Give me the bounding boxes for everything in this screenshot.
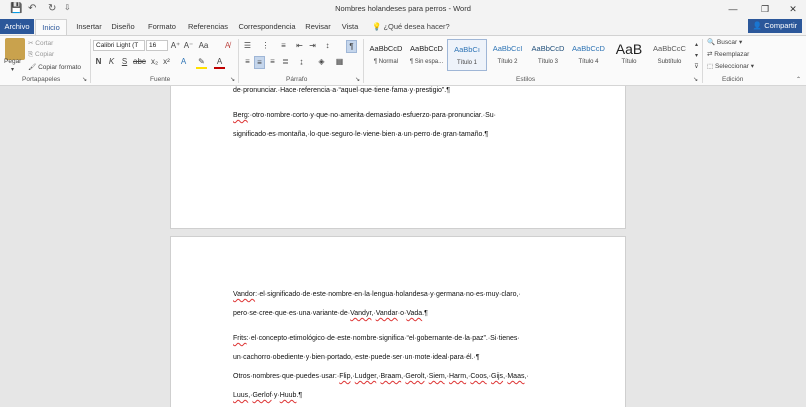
style-preview: AaBbCı [454, 45, 480, 54]
name-luus: Luus [233, 392, 249, 399]
name-harm: Harm [448, 373, 467, 380]
share-button[interactable]: 👤 Compartir [748, 19, 802, 33]
style-item-7[interactable] [609, 39, 649, 71]
tab-vista[interactable]: Vista [341, 22, 359, 31]
paste-button[interactable]: Pegar [4, 58, 22, 65]
search-icon: 🔍 [707, 39, 716, 46]
paragraph-vandor: Vandor:·el·significado·de·este·nombre·en·la·lengua·holandesa·y·germana·no·es·muy·claro,· pero·se·cree·que·es·una·variante·de·Vandyr,·Vandar·o·Vada.¶ [233, 291, 521, 317]
separator: ,· [248, 392, 253, 399]
select-button[interactable]: ⬚ Seleccionar ▾ [707, 63, 755, 70]
paste-icon[interactable] [5, 38, 25, 60]
font-name-input[interactable]: Calibri Light (T [93, 40, 145, 51]
title-bar [0, 0, 806, 18]
word-vada: Vada [406, 310, 423, 317]
paragraph-group-label: Párrafo [286, 76, 308, 83]
style-item-2[interactable] [407, 39, 447, 71]
style-preview: AaBbCcI [492, 44, 523, 53]
style-item-1[interactable] [366, 39, 406, 71]
word-berg: Berg [233, 112, 248, 119]
italic-icon[interactable]: K [108, 57, 115, 66]
sort-icon[interactable]: ↕ [325, 41, 330, 50]
style-item-4[interactable] [488, 39, 528, 71]
style-item-8[interactable] [650, 39, 690, 71]
style-preview: AaBbCcD [369, 44, 403, 53]
close-button[interactable]: ✕ [789, 4, 797, 14]
paragraph-frits: Frits:·el·concepto·etimológico·de·este·nombre·significa·“el·gobernante·de·la·paz”.·Si·tienes· un·cachorro·obediente·y·bien·portado,·este·puede·ser·un·mote·ideal·para·él.·¶ [233, 335, 520, 361]
copy-button[interactable]: ⎘ Copiar [28, 51, 55, 58]
bullets-icon[interactable]: ☰ [243, 41, 252, 50]
restore-button[interactable]: ❐ [760, 4, 770, 14]
word-vandor: Vandor [233, 291, 256, 298]
paragraph-berg: Berg:·otro·nombre·corto·y·que·no·amerita·demasiado·esfuerzo·para·pronunciar.·Su· significado·es·montaña,·lo·que·seguro·le·viene·bien·a·un·perro·de·gran·tamaño.¶ [233, 112, 497, 138]
undo-icon[interactable]: ↶ [28, 3, 37, 14]
name-braam: Braam [380, 373, 402, 380]
style-preview: AaB [615, 41, 643, 57]
ribbon [0, 35, 806, 86]
subscript-icon[interactable]: x₂ [150, 57, 159, 66]
font-size-input[interactable]: 16 [146, 40, 168, 51]
divider [90, 39, 91, 83]
change-case-icon[interactable]: Aa [198, 41, 209, 50]
underline-icon[interactable]: S [121, 57, 128, 66]
strikethrough-icon[interactable]: abc [133, 57, 146, 66]
styles-more-icon[interactable]: ⊽ [694, 64, 699, 70]
word-vandyr: Vandyr [350, 310, 372, 317]
style-item-6[interactable] [569, 39, 609, 71]
name-siem: Siem [428, 373, 445, 380]
style-item-3[interactable] [447, 39, 487, 71]
highlight-icon[interactable]: ✎ [196, 56, 207, 69]
paragraph-launcher-icon[interactable]: ↘ [355, 77, 361, 83]
customize-qat-icon[interactable]: ⇩ [64, 3, 71, 12]
lightbulb-icon: 💡 [372, 22, 382, 31]
save-icon[interactable]: 💾 [10, 3, 23, 14]
separator: ,· [444, 373, 449, 380]
style-preview: AaBbCcC [653, 44, 686, 53]
others-line-1: Otros·nombres·que·puedes·usar:·Flip,·Ludger,·Braam,·Gerolt,·Siem,·Harm,·Coos,·Gijs,·Maas,· [233, 373, 529, 380]
separator: ,· [350, 373, 355, 380]
clear-formatting-icon[interactable]: A̸ [224, 41, 231, 50]
font-group-label: Fuente [150, 76, 171, 83]
tab-formato[interactable]: Formato [148, 22, 176, 31]
shading-icon[interactable]: ◈ [318, 57, 325, 66]
page-2[interactable] [170, 236, 626, 407]
style-name: ¶ Sin espa... [409, 59, 444, 65]
divider [363, 39, 364, 83]
paragraph-otros-nombres [233, 367, 568, 405]
style-name: ¶ Normal [373, 59, 399, 65]
cut-button[interactable]: ✂ Cortar [28, 40, 54, 47]
decrease-indent-icon[interactable]: ⇤ [296, 41, 303, 50]
tab-archivo[interactable]: Archivo [0, 19, 34, 34]
name-coos: Coos [470, 373, 487, 380]
line-spacing-icon[interactable]: ↨ [299, 57, 304, 66]
align-right-icon[interactable]: ≡ [270, 57, 275, 66]
name-gerlof: Gerlof [252, 392, 272, 399]
multilevel-list-icon[interactable]: ≡ [281, 41, 286, 50]
tab-diseno[interactable]: Diseño [111, 22, 135, 31]
styles-launcher-icon[interactable]: ↘ [693, 77, 699, 83]
text-effects-icon[interactable]: A [180, 57, 187, 66]
tab-insertar[interactable]: Insertar [76, 22, 102, 31]
minimize-button[interactable]: — [728, 4, 738, 14]
name-ludger: Ludger [354, 373, 377, 380]
style-name: Título [621, 59, 637, 65]
tab-revisar[interactable]: Revisar [305, 22, 331, 31]
ribbon-tabs [0, 18, 806, 35]
tell-me-search[interactable]: 💡 ¿Qué desea hacer? [372, 22, 450, 31]
page-1[interactable] [170, 86, 626, 229]
separator: ·y· [271, 392, 280, 399]
align-left-icon[interactable]: ≡ [245, 57, 250, 66]
name-flip: Flip [339, 373, 351, 380]
select-icon: ⬚ [707, 63, 714, 70]
window-title: Nombres holandeses para perros - Word [335, 4, 471, 13]
tab-inicio[interactable]: Inicio [35, 19, 67, 35]
styles-up-icon[interactable]: ▴ [694, 42, 698, 48]
word-vandar: Vandar [375, 310, 398, 317]
show-formatting-marks-icon[interactable]: ¶ [346, 40, 357, 53]
style-preview: AaBbCcD [410, 44, 443, 53]
editing-group-label: Edición [722, 76, 744, 83]
styles-group-label: Estilos [516, 76, 536, 83]
style-preview: AaBbCcD [572, 44, 605, 53]
document-area [0, 86, 806, 407]
style-name: Título 1 [456, 60, 477, 66]
tab-correspondencia[interactable]: Correspondencia [238, 22, 296, 31]
separator: ,· [424, 373, 429, 380]
style-name: Título 3 [537, 59, 558, 65]
clipboard-launcher-icon[interactable]: ↘ [82, 77, 88, 83]
separator: ,· [401, 373, 406, 380]
styles-down-icon[interactable]: ▾ [694, 53, 698, 59]
tab-referencias[interactable]: Referencias [187, 22, 229, 31]
paragraph-end: .¶ [296, 392, 303, 399]
grow-font-icon[interactable]: A⁺ [170, 41, 181, 50]
separator: ,· [376, 373, 381, 380]
numbering-icon[interactable]: ⋮ [261, 41, 270, 50]
person-icon: 👤 [752, 21, 763, 30]
name-gerolt: Gerolt [405, 373, 425, 380]
separator: ,· [466, 373, 471, 380]
borders-icon[interactable]: ▦ [335, 57, 344, 66]
others-line-2 [233, 386, 568, 405]
separator: ,· [503, 373, 508, 380]
divider [702, 39, 703, 83]
paste-dropdown-icon[interactable]: ▾ [11, 67, 15, 73]
name-gijs: Gijs [491, 373, 504, 380]
divider [238, 39, 239, 83]
find-button[interactable]: 🔍 Buscar ▾ [707, 39, 743, 46]
align-center-icon[interactable]: ≡ [254, 56, 265, 69]
paragraph-prestigio: de·pronunciar.·Hace·referencia·a·“aquel·que·tiene·fama·y·prestigio”.¶ [233, 87, 450, 94]
word-frits: Frits [233, 335, 247, 342]
style-name: Título 2 [497, 59, 518, 65]
collapse-ribbon-icon[interactable]: ⌃ [796, 77, 802, 83]
bold-icon[interactable]: N [95, 57, 102, 66]
separator: ,· [486, 373, 491, 380]
separator: ,· [524, 373, 529, 380]
format-painter-button[interactable]: 🖌 Copiar formato [28, 64, 82, 71]
style-preview: AaBbCcD [531, 44, 565, 53]
justify-icon[interactable]: ≣ [282, 57, 289, 66]
name-huub: Huub [279, 392, 297, 399]
replace-button[interactable]: ⇄ Reemplazar [707, 51, 750, 58]
style-item-5[interactable] [528, 39, 568, 71]
redo-icon[interactable]: ↻ [48, 3, 57, 14]
shrink-font-icon[interactable]: A⁻ [183, 41, 194, 50]
font-color-icon[interactable]: A [214, 56, 225, 69]
name-maas: Maas [507, 373, 525, 380]
style-name: Subtítulo [657, 59, 682, 65]
clipboard-group-label: Portapapeles [22, 76, 61, 83]
font-launcher-icon[interactable]: ↘ [230, 77, 236, 83]
style-name: Título 4 [578, 59, 599, 65]
superscript-icon[interactable]: x² [163, 57, 170, 66]
replace-icon: ⇄ [707, 51, 713, 58]
increase-indent-icon[interactable]: ⇥ [309, 41, 316, 50]
